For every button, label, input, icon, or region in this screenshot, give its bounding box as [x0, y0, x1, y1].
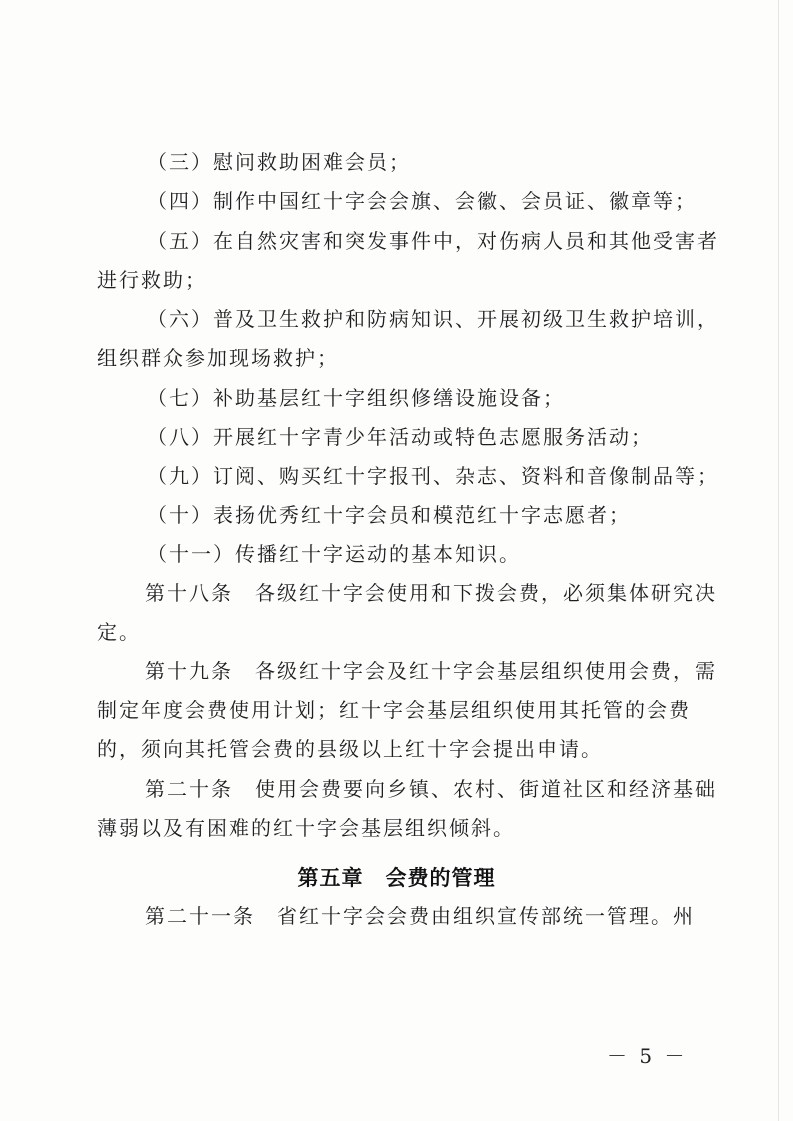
item-8-line: （八）开展红十字青少年活动或特色志愿服务活动； — [147, 425, 653, 449]
article-20-line-1: 第二十条 使用会费要向乡镇、农村、街道社区和经济基础 — [145, 777, 717, 801]
article-18-line-2: 定。 — [97, 620, 141, 644]
item-10-line: （十）表扬优秀红十字会员和模范红十字志愿者； — [147, 503, 631, 527]
item-6-line-1: （六）普及卫生救护和防病知识、开展初级卫生救护培训， — [147, 307, 719, 331]
item-5-line-1: （五）在自然灾害和突发事件中，对伤病人员和其他受害者 — [147, 229, 719, 253]
item-11-line: （十一）传播红十字运动的基本知识。 — [147, 542, 521, 566]
item-6-line-2: 组织群众参加现场救护； — [97, 346, 339, 370]
item-7-line: （七）补助基层红十字组织修缮设施设备； — [147, 386, 565, 410]
article-18-line-1: 第十八条 各级红十字会使用和下拨会费，必须集体研究决 — [145, 581, 717, 605]
article-19-line-2: 制定年度会费使用计划；红十字会基层组织使用其托管的会费 — [97, 698, 691, 722]
article-19-line-3: 的，须向其托管会费的县级以上红十字会提出申请。 — [97, 737, 603, 761]
page-number: － 5 － — [607, 1044, 688, 1068]
item-9-line: （九）订阅、购买红十字报刊、杂志、资料和音像制品等； — [147, 464, 719, 488]
article-19-line-1: 第十九条 各级红十字会及红十字会基层组织使用会费，需 — [145, 659, 717, 683]
item-5-line-2: 进行救助； — [97, 268, 207, 292]
article-21-line-1: 第二十一条 省红十字会会费由组织宣传部统一管理。州 — [145, 904, 695, 928]
item-3-line: （三）慰问救助困难会员； — [147, 150, 411, 174]
item-4-line: （四）制作中国红十字会会旗、会徽、会员证、徽章等； — [147, 189, 697, 213]
scan-edge-line — [778, 0, 779, 1121]
chapter-heading: 第五章 会费的管理 — [297, 866, 496, 890]
article-20-line-2: 薄弱以及有困难的红十字会基层组织倾斜。 — [97, 816, 515, 840]
